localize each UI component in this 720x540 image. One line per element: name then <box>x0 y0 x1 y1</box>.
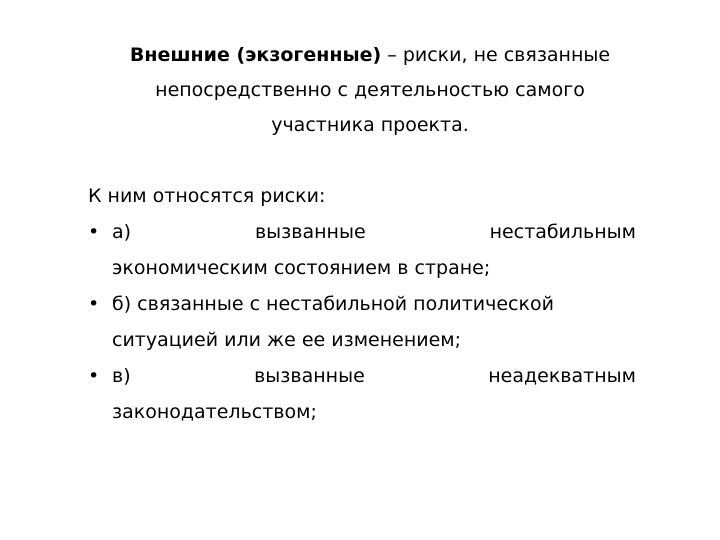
list-item-line-2: законодательством; <box>112 401 317 423</box>
list-item-line-1 <box>112 214 636 250</box>
list-item-word: вызванные <box>254 365 365 387</box>
list-item <box>88 214 636 286</box>
title-bold-term: Внешние (экзогенные) <box>129 44 382 66</box>
list-item <box>88 286 636 358</box>
list-item-marker: а) <box>112 221 132 243</box>
bullet-icon: • <box>88 365 100 387</box>
risk-list <box>88 214 636 430</box>
list-item-word: неадекватным <box>488 365 636 387</box>
title-line-3: участника проекта. <box>271 114 469 136</box>
intro-text: К ним относятся риски: <box>88 185 326 207</box>
list-item-line-1: б) связанные с нестабильной политической <box>112 293 554 315</box>
title-line-1-rest: – риски, не связанные <box>381 44 611 66</box>
slide-body <box>88 178 636 430</box>
title-line-1 <box>60 38 680 73</box>
bullet-icon: • <box>88 293 100 315</box>
list-item-line-1 <box>112 358 636 394</box>
list-item-word: нестабильным <box>489 221 636 243</box>
title-line-2: непосредственно с деятельностью самого <box>155 79 585 101</box>
bullet-icon: • <box>88 221 100 243</box>
list-item-line-2: ситуацией или же ее изменением; <box>112 329 462 351</box>
list-item-line-2: экономическим состоянием в стране; <box>112 257 491 279</box>
list-item <box>88 358 636 430</box>
list-item-word: вызванные <box>254 221 366 243</box>
list-item-marker: в) <box>112 365 131 387</box>
slide-title <box>60 38 680 143</box>
